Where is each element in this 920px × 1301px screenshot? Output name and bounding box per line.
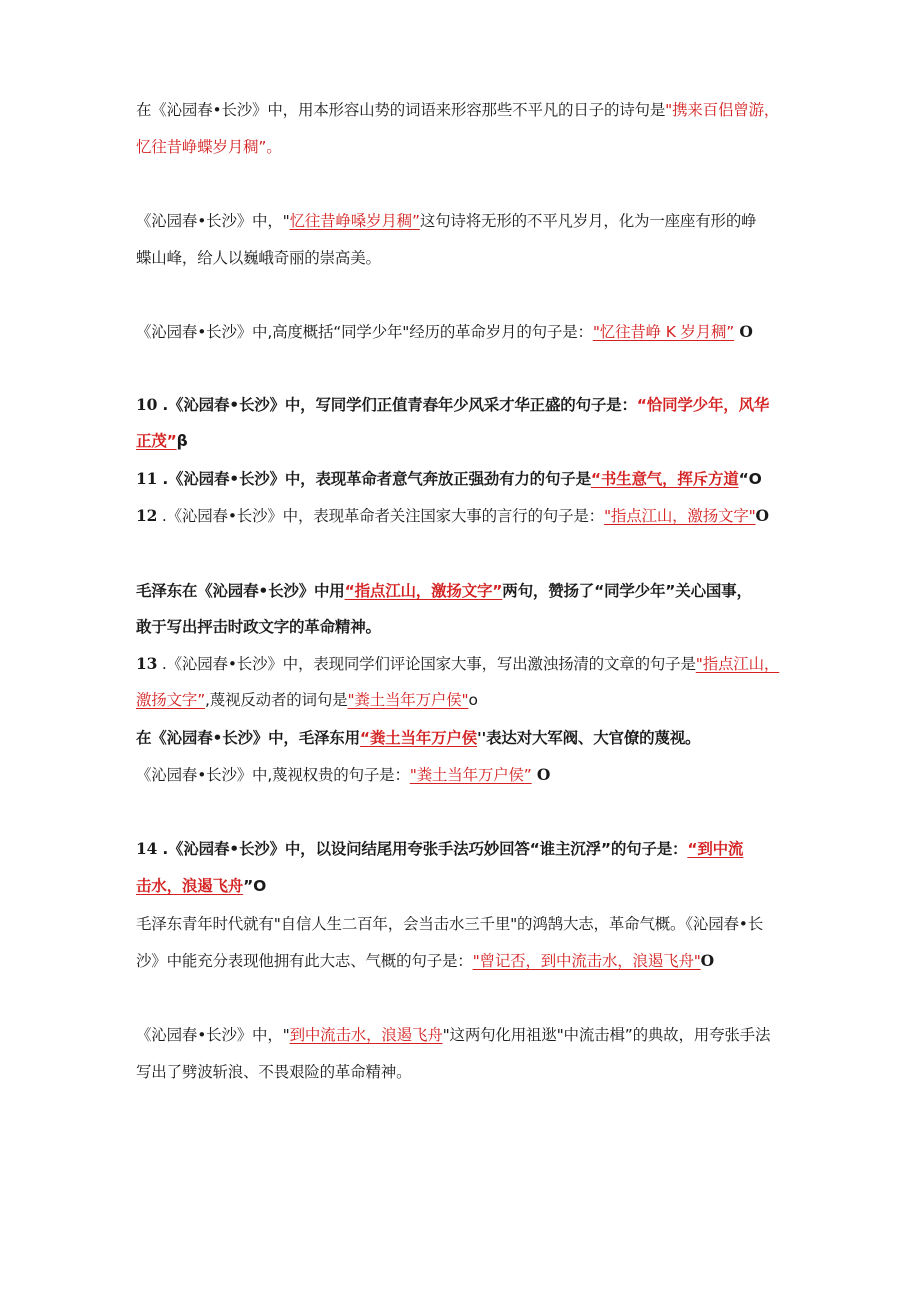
text-run: "这两句化用祖逖"中流击楫”的典故，用夸张手法 [442, 1026, 771, 1044]
text-run: 在《沁园春•长沙》中，用本形容山势的词语来形容那些不平凡的日子的诗句是 [136, 101, 666, 119]
para-7-line-2 [136, 1061, 411, 1083]
answer-text: “书生意气，挥斥方道 [590, 470, 739, 488]
para-1-line-2 [136, 136, 282, 158]
text-run: 毛泽东青年时代就有"自信人生二百年，会当击水三千里"的鸿鹄大志，革命气概。《沁园春•长 [136, 915, 764, 933]
answer-text: "粪土当年万户侯” [409, 766, 532, 784]
item-11-line-1 [136, 468, 762, 490]
item-13-line-2 [136, 689, 478, 711]
text-run: 《沁园春•长沙》中,高度概括“同学少年"经历的革命岁月的句子是： [136, 323, 593, 341]
item-10-line-1 [136, 394, 769, 416]
answer-text: 忆往昔峥嗓岁月稠” [289, 212, 420, 230]
question-text: .《沁园春•长沙》中，表现革命者关注国家大事的言行的句子是： [157, 507, 604, 525]
answer-text: “到中流 [687, 840, 744, 858]
item-10-line-2 [136, 430, 188, 452]
answer-text: "曾记否，到中流击水，浪遏飞舟" [472, 952, 701, 970]
answer-text: 忆往昔峥蝶岁月稠” [136, 138, 267, 156]
answer-text: 到中流击水，浪遏飞舟 [289, 1026, 443, 1044]
text-run: 《沁园春•长沙》中，" [136, 212, 290, 230]
item-14-line-1 [136, 838, 743, 860]
text-run: 这句诗将无形的不平凡岁月，化为一座座有形的峥 [419, 212, 757, 230]
answer-text: "指点江山，激扬文字" [603, 507, 756, 525]
text-run: o [468, 691, 478, 709]
text-run: 在《沁园春•长沙》中，毛泽东用 [136, 729, 360, 747]
text-run: 写出了劈波斩浪、不畏艰险的革命精神。 [136, 1063, 412, 1081]
text-run: 《沁园春•长沙》中，" [136, 1026, 290, 1044]
item-number: 13 [136, 654, 158, 673]
item-14-line-2 [136, 875, 266, 897]
item-number: 14 [136, 839, 158, 858]
question-text: .《沁园春•长沙》中，表现同学们评论国家大事，写出激浊扬清的文章的句子是 [157, 655, 696, 673]
para-7-line-1 [136, 1024, 770, 1046]
para-1-line-1 [136, 99, 779, 121]
item-number: 10 [136, 395, 158, 414]
para-5-line-6 [136, 764, 550, 786]
text-run: ,蔑视反动者的词句是 [205, 691, 348, 709]
text-run: O [531, 765, 551, 784]
para-6-line-4 [136, 950, 714, 972]
para-2-line-1 [136, 210, 756, 232]
answer-text: "忆往昔峥 K 岁月稠” [592, 323, 735, 341]
para-3-line-1 [136, 321, 753, 343]
question-text: .《沁园春•长沙》中，写同学们正值青春年少风采才华正盛的句子是： [157, 396, 637, 414]
para-5-line-2 [136, 616, 381, 638]
text-run: 敢于写出抨击时政文字的革命精神。 [136, 618, 381, 636]
answer-text: “指点江山，激扬文字” [344, 582, 503, 600]
text-run: 。 [266, 138, 282, 156]
item-number: 11 [136, 469, 158, 488]
answer-text: "指点江山， [695, 655, 780, 673]
text-run: O [700, 951, 714, 970]
text-run: O [755, 506, 769, 525]
text-run: 毛泽东在《沁园春•长沙》中用 [136, 582, 345, 600]
text-run: 两句，赞扬了“同学少年”关心国事， [502, 582, 752, 600]
para-6-line-3 [136, 913, 763, 935]
item-13-line-1 [136, 653, 779, 675]
para-5-line-5 [136, 727, 700, 749]
answer-text: 正茂” [136, 432, 177, 450]
answer-text: 激扬文字” [136, 691, 206, 709]
answer-text: "粪土当年万户侯" [347, 691, 469, 709]
text-run: ''表达对大军阀、大官僚的蔑视。 [477, 729, 701, 747]
item-number: 12 [136, 506, 158, 525]
answer-text: 击水，浪遏飞舟 [136, 877, 244, 895]
para-5-line-1 [136, 580, 752, 602]
para-2-line-2 [136, 247, 381, 269]
answer-text: “粪土当年万户侯 [359, 729, 478, 747]
text-run: β [176, 432, 188, 450]
text-run: 《沁园春•长沙》中,蔑视权贵的句子是： [136, 766, 410, 784]
item-12-line-1 [136, 505, 769, 527]
text-run: O [734, 322, 753, 341]
text-run: ”O [243, 877, 267, 895]
answer-text: "携来百侣曾游， [665, 101, 780, 119]
text-run: 沙》中能充分表现他拥有此大志、气概的句子是： [136, 952, 473, 970]
answer-text: “恰同学少年，风华 [636, 396, 770, 414]
question-text: .《沁园春•长沙》中，以设问结尾用夸张手法巧妙回答“谁主沉浮”的句子是： [157, 840, 688, 858]
question-text: .《沁园春•长沙》中，表现革命者意气奔放正强劲有力的句子是 [157, 470, 591, 488]
text-run: 蝶山峰，给人以巍峨奇丽的崇高美。 [136, 249, 381, 267]
text-run: “O [738, 470, 762, 488]
